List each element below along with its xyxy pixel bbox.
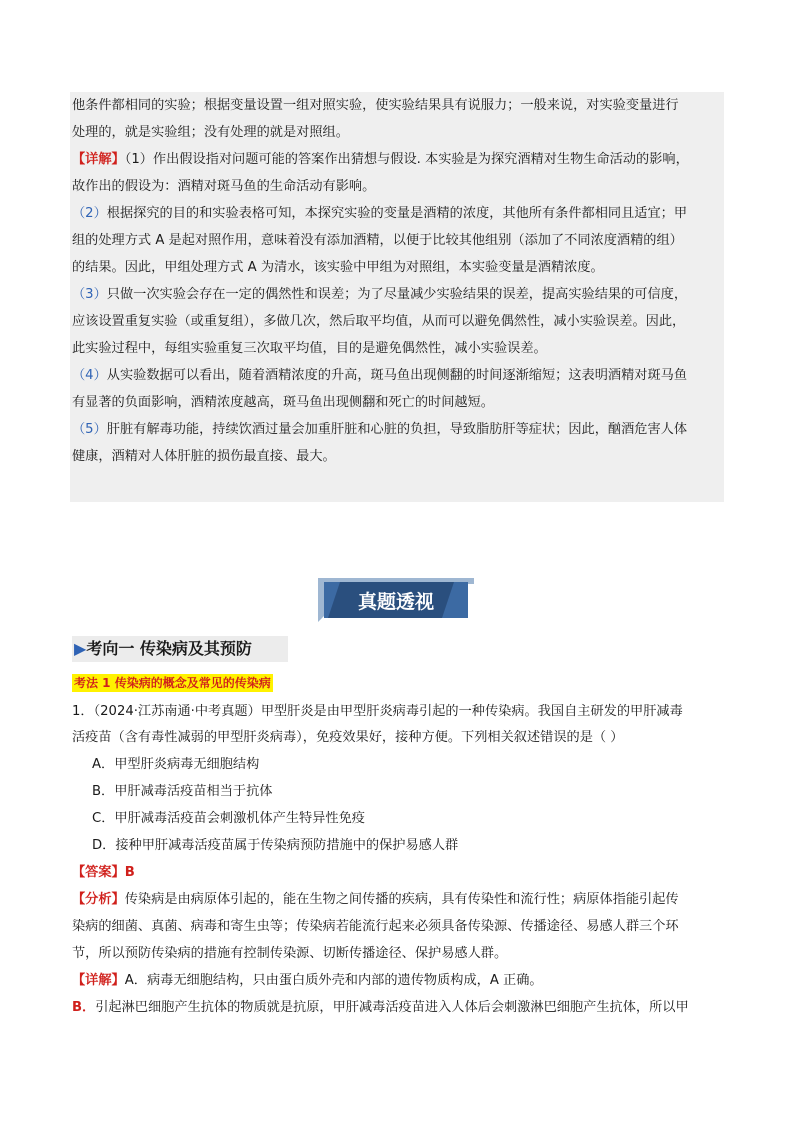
detail-paragraph-1: 【详解】（1）作出假设指对问题可能的答案作出猜想与假设. 本实验是为探究酒精对生物生命活动的影响， [72,152,689,167]
analysis-line: 【分析】传染病是由病原体引起的，能在生物之间传播的疾病，具有传染性和流行性；病原体指能引起传 [72,892,679,907]
analysis-tag: 【分析】 [72,892,125,907]
section-title: 考向一 传染病及其预防 [86,639,252,658]
analysis-line: 节，所以预防传染病的措施有控制传染源、切断传播途径、保护易感人群。 [72,946,508,961]
explanation-line: 他条件都相同的实验；根据变量设置一组对照实验，使实验结果具有说服力；一般来说，对实验变量进行 [72,98,679,113]
kaodian-label: 考法 1 传染病的概念及常见的传染病 [74,676,271,690]
banner-graphic [318,578,474,622]
detail-line: B．引起淋巴细胞产生抗体的物质就是抗原，甲肝减毒活疫苗进入人体后会刺激淋巴细胞产生抗体，所以甲 [72,1000,689,1015]
section-banner [318,578,474,622]
triangle-arrow-icon: ▶ [74,639,87,658]
detail-tag: 【详解】 [72,152,125,167]
explanation-line: 的结果。因此，甲组处理方式 A 为清水，该实验中甲组为对照组，本实验变量是酒精浓度。 [72,260,604,275]
question-stem: 1．（2024·江苏南通·中考真题）甲型肝炎是由甲型肝炎病毒引起的一种传染病。我国自主研发的甲肝减毒 [72,704,683,719]
detail-line: 【详解】A．病毒无细胞结构，只由蛋白质外壳和内部的遗传物质构成，A 正确。 [72,973,543,988]
explanation-line: 组的处理方式 A 是起对照作用，意味着没有添加酒精，以便于比较其他组别（添加了不同浓度酒精的组） [72,233,683,248]
explanation-line: 处理的，就是实验组；没有处理的就是对照组。 [72,125,349,140]
explanation-line: 故作出的假设为：酒精对斑马鱼的生命活动有影响。 [72,179,376,194]
explanation-line: 此实验过程中，每组实验重复三次取平均值，目的是避免偶然性，减小实验误差。 [72,341,547,356]
analysis-line: 染病的细菌、真菌、病毒和寄生虫等；传染病若能流行起来必须具备传染源、传播途径、易感人群三个环 [72,919,679,934]
option-d: D．接种甲肝减毒活疫苗属于传染病预防措施中的保护易感人群 [92,838,459,853]
banner-title: 真题透视 [357,591,435,613]
detail-paragraph-3: （3）只做一次实验会存在一定的偶然性和误差；为了尽量减少实验结果的误差，提高实验结果的可信度， [72,287,688,302]
question-stem-line: 活疫苗（含有毒性减弱的甲型肝炎病毒），免疫效果好，接种方便。下列相关叙述错误的是（ ） [72,730,624,745]
answer-line [72,859,732,886]
explanation-line: 健康，酒精对人体肝脏的损伤最直接、最大。 [72,449,336,464]
answer-value: B [124,865,135,880]
option-c: C．甲肝减毒活疫苗会刺激机体产生特异性免疫 [92,811,365,826]
answer-tag: 【答案】 [72,865,125,880]
detail-tag: 【详解】 [72,973,125,988]
explanation-line: 应该设置重复实验（或重复组），多做几次，然后取平均值，从而可以避免偶然性，减小实验误差。因此， [72,314,686,329]
explanation-line: 有显著的负面影响，酒精浓度越高，斑马鱼出现侧翻和死亡的时间越短。 [72,395,494,410]
option-b: B．甲肝减毒活疫苗相当于抗体 [92,784,273,799]
detail-paragraph-2: （2）根据探究的目的和实验表格可知，本探究实验的变量是酒精的浓度，其他所有条件都相同且适宜；甲 [72,206,688,221]
section-heading [72,636,288,662]
option-a: A．甲型肝炎病毒无细胞结构 [92,757,260,772]
detail-paragraph-4: （4）从实验数据可以看出，随着酒精浓度的升高，斑马鱼出现侧翻的时间逐渐缩短；这表明酒精对斑马鱼 [72,368,688,383]
detail-paragraph-5: （5）肝脏有解毒功能，持续饮酒过量会加重肝脏和心脏的负担，导致脂肪肝等症状；因此，酗酒危害人体 [72,422,688,437]
